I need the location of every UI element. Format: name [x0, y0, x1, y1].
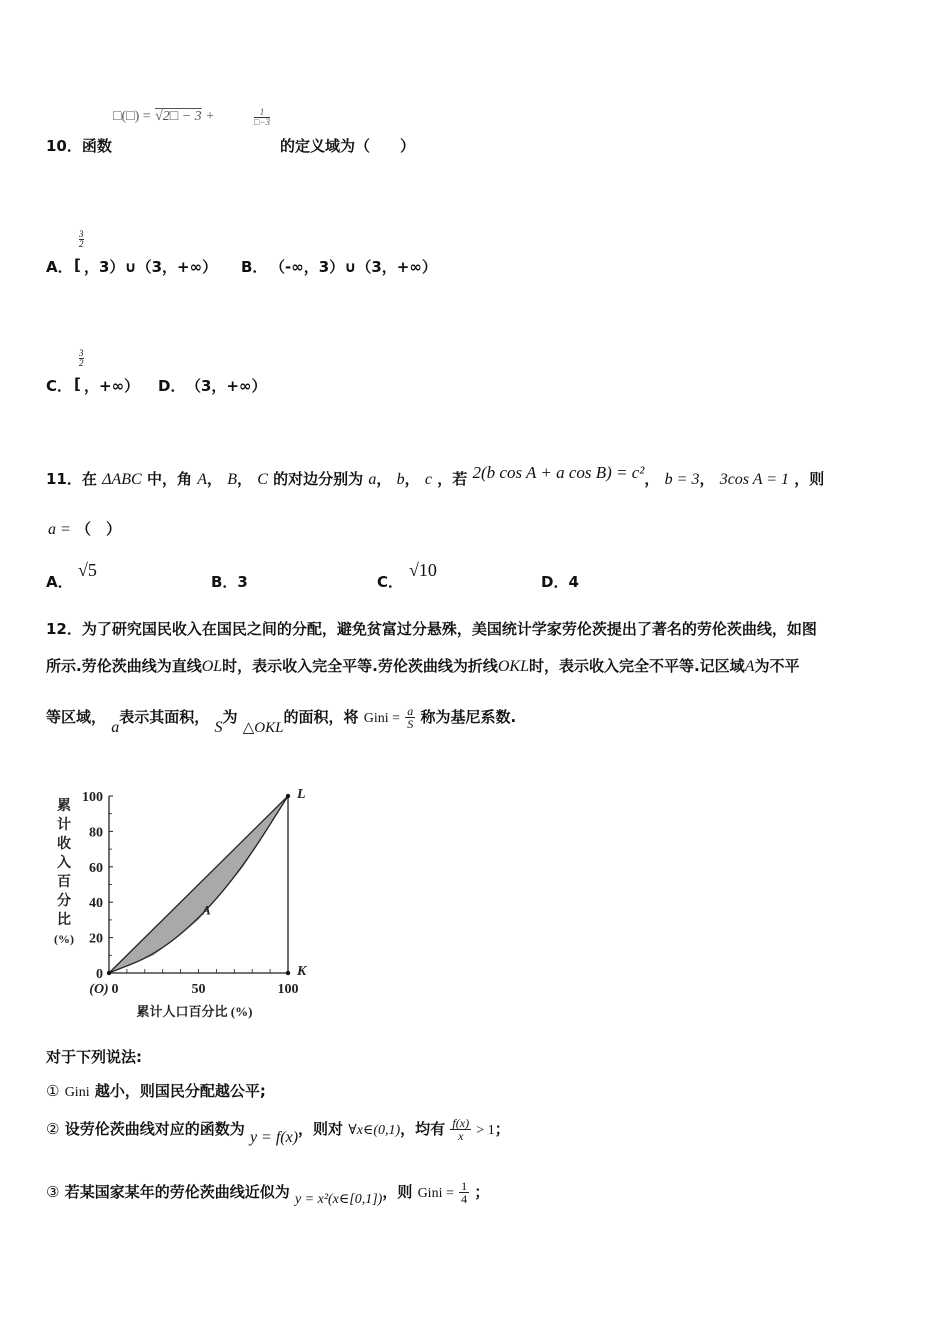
q10-option-a-frac-den: 2: [79, 239, 84, 249]
y-axis-label-char: (%): [54, 932, 74, 946]
q11-comma: ，: [237, 470, 253, 488]
lorenz-chart: [40, 780, 330, 1030]
q12-ol: OL: [201, 658, 223, 675]
y-tick-label: 20: [89, 931, 103, 947]
q10-option-c-frac-den: 2: [79, 358, 84, 368]
q12-statement-3: [46, 1180, 489, 1205]
q12-s3-mark: ③: [46, 1183, 60, 1201]
q12-line-3b: 表示其面积，: [119, 708, 210, 726]
q10-formula-fraction: [254, 108, 270, 127]
q12-s2-fraction: [450, 1117, 471, 1142]
q12-line-1: 12．为了研究国民收入在国民之间的分配，避免贫富过分悬殊，美国统计学家劳伦茨提出了著名的劳伦茨曲线，如图: [46, 620, 817, 638]
q11-comma: ，: [699, 470, 715, 488]
y-axis-label-char: 百: [57, 875, 71, 890]
x-tick-label: 100: [277, 982, 299, 997]
q12-line-3a: 等区域，: [46, 708, 107, 726]
q12-s3-function: y = x²(x∈[0,1]): [294, 1192, 383, 1207]
y-tick-label: 100: [82, 790, 103, 805]
q10-formula-plus: +: [206, 109, 215, 124]
q12-gini-label: Gini =: [363, 711, 401, 726]
q11-option-c-value: √10: [409, 560, 437, 580]
q12-s2-text-3: ，均有: [400, 1120, 446, 1138]
q12-s2-den: x: [458, 1129, 464, 1143]
q12-s2-function: y = f(x): [249, 1129, 299, 1146]
q11-number: 11．在: [46, 470, 97, 488]
q12-s3-end: ；: [474, 1183, 490, 1201]
point-l-label: L: [297, 787, 306, 802]
q12-s2-mark: ②: [46, 1120, 60, 1138]
q10-formula-root: √2□ − 3: [155, 109, 202, 124]
q11-ask-paren: （ ）: [76, 520, 122, 538]
q10-formula-frac-num: 1: [254, 108, 270, 118]
x-axis-label: 累计人口百分比 (%): [136, 1004, 253, 1019]
q12-gini-num: a: [407, 704, 414, 718]
q11-option-a-value: √5: [78, 560, 97, 580]
y-axis-label-char: 分: [57, 894, 71, 909]
q12-s3-num: 1: [461, 1179, 468, 1193]
q11-triangle: ΔABC: [102, 471, 142, 488]
q11-side-a: a: [368, 471, 377, 488]
q10-formula: [113, 108, 214, 125]
q10-option-a-frac-num: 3: [79, 229, 84, 239]
q11-option-c-label: C．: [377, 573, 404, 591]
x-tick-label: 50: [191, 982, 206, 997]
q12-line-3: [46, 704, 517, 736]
q11-text-2: 的对边分别为: [273, 470, 364, 488]
q12-line-2c: 时，表示收入完全不平等.记区域: [528, 657, 745, 675]
q12-s2-num: f(x): [452, 1116, 470, 1130]
q12-area-a: a: [111, 719, 120, 736]
x-tick-label: 0: [111, 982, 119, 997]
q10-formula-frac-den: □−3: [254, 117, 271, 127]
q11-angle-b: B: [227, 471, 238, 488]
q12-line-3d: 的面积，将: [283, 708, 359, 726]
y-tick-label: 60: [89, 860, 103, 876]
q12-area-s: S: [214, 719, 223, 736]
y-axis-label-char: 累: [57, 799, 71, 814]
q11-side-c: c: [424, 471, 433, 488]
q11-equation-1: 2(b cos A + a cos B) = c²: [472, 463, 645, 482]
point-k: [286, 971, 290, 975]
q12-s2-end: ；: [494, 1120, 510, 1138]
equality-line-ol: [109, 796, 288, 973]
q11-option-a-label: A．: [46, 573, 73, 591]
q11-stem: [46, 463, 825, 489]
q12-s2-gt: > 1: [476, 1123, 495, 1138]
q10-option-a-fraction: [79, 230, 84, 249]
q12-gini-den: S: [407, 717, 414, 731]
q11-angle-c: C: [257, 471, 268, 488]
y-axis-label-char: 计: [57, 818, 71, 833]
q12-line-3c: 为: [222, 708, 238, 726]
q10-option-c-bracket: [: [74, 375, 81, 393]
q10-option-c-fraction: [79, 349, 84, 368]
q11-text-3: ，若: [437, 470, 468, 488]
point-o: [107, 971, 111, 975]
q12-s2-text-2: ，则对: [298, 1120, 344, 1138]
q11-angle-a: A: [197, 471, 207, 488]
q12-s3-text-1: 若某国家某年的劳伦茨曲线近似为: [64, 1183, 290, 1201]
q12-s2-text-1: 设劳伦茨曲线对应的函数为: [64, 1120, 245, 1138]
q12-s3-fraction: [459, 1180, 469, 1205]
origin-label: (O): [89, 982, 109, 997]
q12-statement-2: [46, 1116, 510, 1146]
q11-option-d: D．4: [541, 573, 579, 591]
q11-option-b: B．3: [211, 573, 248, 591]
q10-option-a-label: A．: [46, 258, 73, 276]
point-k-label: K: [297, 964, 307, 979]
y-tick-label: 0: [96, 967, 103, 982]
q10-option-c-text: ，+∞）: [84, 377, 140, 395]
q11-equation-3: 3cos A = 1: [719, 471, 790, 488]
q12-s1-text: 越小，则国民分配越公平;: [94, 1082, 266, 1100]
q10-option-d-text: （3，+∞）: [186, 377, 267, 395]
q10-number: 10．函数: [46, 137, 112, 155]
q10-option-b-label: B．: [241, 258, 268, 276]
q12-line-2: [46, 655, 799, 676]
y-tick-label: 40: [89, 896, 103, 912]
q12-statements-intro: 对于下列说法:: [46, 1048, 142, 1066]
q11-equation-2: b = 3: [664, 471, 700, 488]
q10-tail: 的定义域为（ ）: [280, 137, 416, 155]
q12-line-2b: 时，表示收入完全平等.劳伦茨曲线为折线: [222, 657, 498, 675]
q10-option-c-label: C．: [46, 377, 73, 395]
q10-option-b-text: （-∞，3）∪（3，+∞）: [270, 258, 437, 276]
q11-side-b: b: [396, 471, 405, 488]
q10-option-d-label: D．: [158, 377, 186, 395]
q12-line-2d: 为不平: [754, 657, 800, 675]
q12-okl: OKL: [497, 658, 529, 675]
q11-comma: ，: [376, 470, 392, 488]
q11-comma: ，: [404, 470, 420, 488]
q10-formula-lhs: □(□) =: [113, 109, 151, 124]
region-a-label: A: [202, 902, 211, 918]
q12-s1-mark: ①: [46, 1082, 60, 1100]
q11-comma: ，: [644, 470, 660, 488]
q10-option-c-frac-num: 3: [79, 348, 84, 358]
point-l: [286, 794, 290, 798]
q12-s3-text-2: ，则: [382, 1183, 413, 1201]
y-axis-label-char: 收: [57, 837, 71, 852]
q12-gini-fraction: [405, 705, 415, 730]
q12-s1-gini: Gini: [64, 1085, 90, 1100]
q11-text-4: ，则: [794, 470, 825, 488]
y-axis-label-char: 比: [57, 913, 71, 928]
q11-ask-var: a =: [48, 521, 71, 538]
q11-text-1: 中，角: [146, 470, 192, 488]
q10-option-a-bracket: [: [74, 256, 81, 274]
q12-region-a: A: [744, 658, 755, 675]
q12-s3-gini: Gini =: [417, 1186, 454, 1201]
q12-line-3e: 称为基尼系数.: [420, 708, 517, 726]
q11-comma: ，: [206, 470, 222, 488]
y-tick-label: 80: [89, 825, 103, 841]
q12-triangle-okl: △OKL: [242, 720, 284, 736]
q12-line-2a: 所示.劳伦茨曲线为直线: [46, 657, 202, 675]
q11-ask: [48, 518, 121, 539]
q12-statement-1: [46, 1080, 266, 1101]
q12-s3-den: 4: [461, 1192, 468, 1206]
q12-s2-forall: ∀x∈(0,1): [348, 1123, 401, 1138]
q10-option-a-text: ，3）∪（3，+∞）: [84, 258, 218, 276]
y-axis-label-char: 入: [57, 856, 71, 871]
